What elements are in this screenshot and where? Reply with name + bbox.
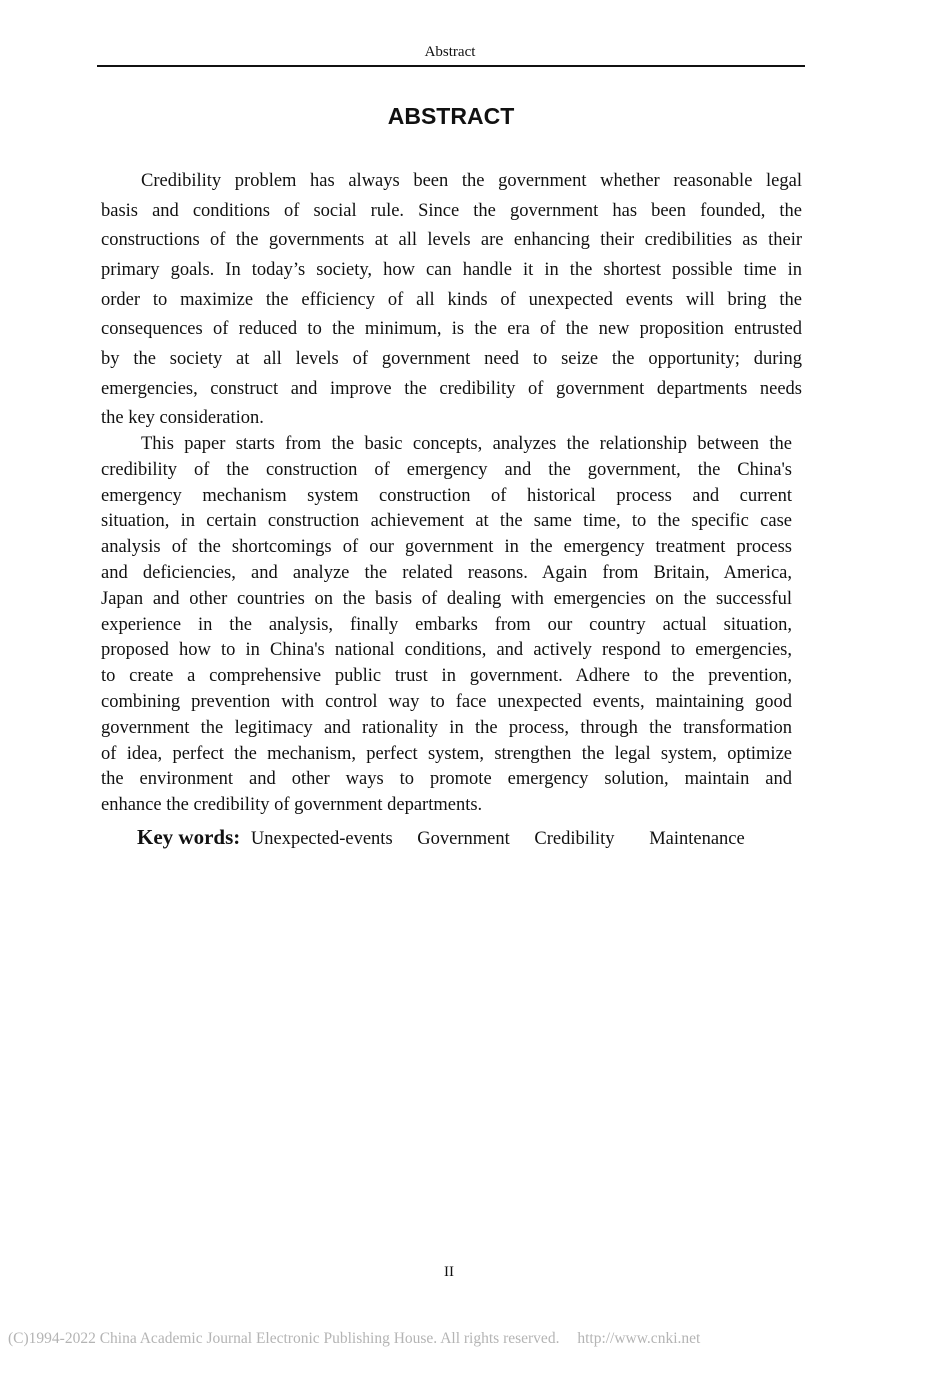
text-line: by the society at all levels of government need to seize the opportunity; during <box>101 349 802 369</box>
page-title: ABSTRACT <box>387 103 515 129</box>
text-line: government the legitimacy and rationality in the process, through the transformation <box>101 718 792 738</box>
text-line: emergencies, construct and improve the credibility of government departments needs <box>101 379 802 399</box>
keyword: Maintenance <box>649 829 745 849</box>
text-line: of idea, perfect the mechanism, perfect system, strengthen the legal system, optimize <box>101 744 792 764</box>
text-line: credibility of the construction of emergency and the government, the China's <box>101 460 792 480</box>
keyword: Government <box>417 829 510 849</box>
text-line: the key consideration. <box>101 408 264 428</box>
text-line: This paper starts from the basic concepts, analyzes the relationship between the <box>141 434 792 454</box>
text-line: combining prevention with control way to face unexpected events, maintaining good <box>101 692 792 712</box>
text-line: analysis of the shortcomings of our government in the emergency treatment process <box>101 537 792 557</box>
copyright-text: (C)1994-2022 China Academic Journal Electronic Publishing House. All rights reserved. <box>8 1330 560 1347</box>
keyword: Unexpected-events <box>250 829 393 849</box>
keywords <box>137 825 765 850</box>
text-line: consequences of reduced to the minimum, is the era of the new proposition entrusted <box>101 319 802 339</box>
text-line: situation, in certain construction achievement at the same time, to the specific case <box>101 511 792 531</box>
footer <box>8 1330 700 1348</box>
text-line: order to maximize the efficiency of all kinds of unexpected events will bring the <box>101 290 802 310</box>
text-line: experience in the analysis, finally embarks from our country actual situation, <box>101 615 792 635</box>
text-line: basis and conditions of social rule. Since the government has been founded, the <box>101 201 802 221</box>
keywords-label: Key words: <box>137 825 241 849</box>
text-line: emergency mechanism system construction of historical process and current <box>101 486 792 506</box>
text-line: enhance the credibility of government departments. <box>101 795 483 815</box>
text-line: proposed how to in China's national conditions, and actively respond to emergencies, <box>101 640 792 660</box>
text-line: Credibility problem has always been the government whether reasonable legal <box>141 171 802 191</box>
text-line: to create a comprehensive public trust in government. Adhere to the prevention, <box>101 666 792 686</box>
text-line: Japan and other countries on the basis of dealing with emergencies on the successful <box>101 589 792 609</box>
keyword: Credibility <box>534 829 615 849</box>
text-line: the environment and other ways to promote emergency solution, maintain and <box>101 769 792 789</box>
footer-url[interactable]: http://www.cnki.net <box>577 1330 701 1347</box>
page-number: II <box>444 1264 454 1280</box>
text-line: and deficiencies, and analyze the related reasons. Again from Britain, America, <box>101 563 792 583</box>
header-rule <box>97 65 805 67</box>
running-header: Abstract <box>424 44 476 60</box>
text-line: constructions of the governments at all levels are enhancing their credibilities as their <box>101 230 802 250</box>
text-line: primary goals. In today’s society, how can handle it in the shortest possible time in <box>101 260 802 280</box>
